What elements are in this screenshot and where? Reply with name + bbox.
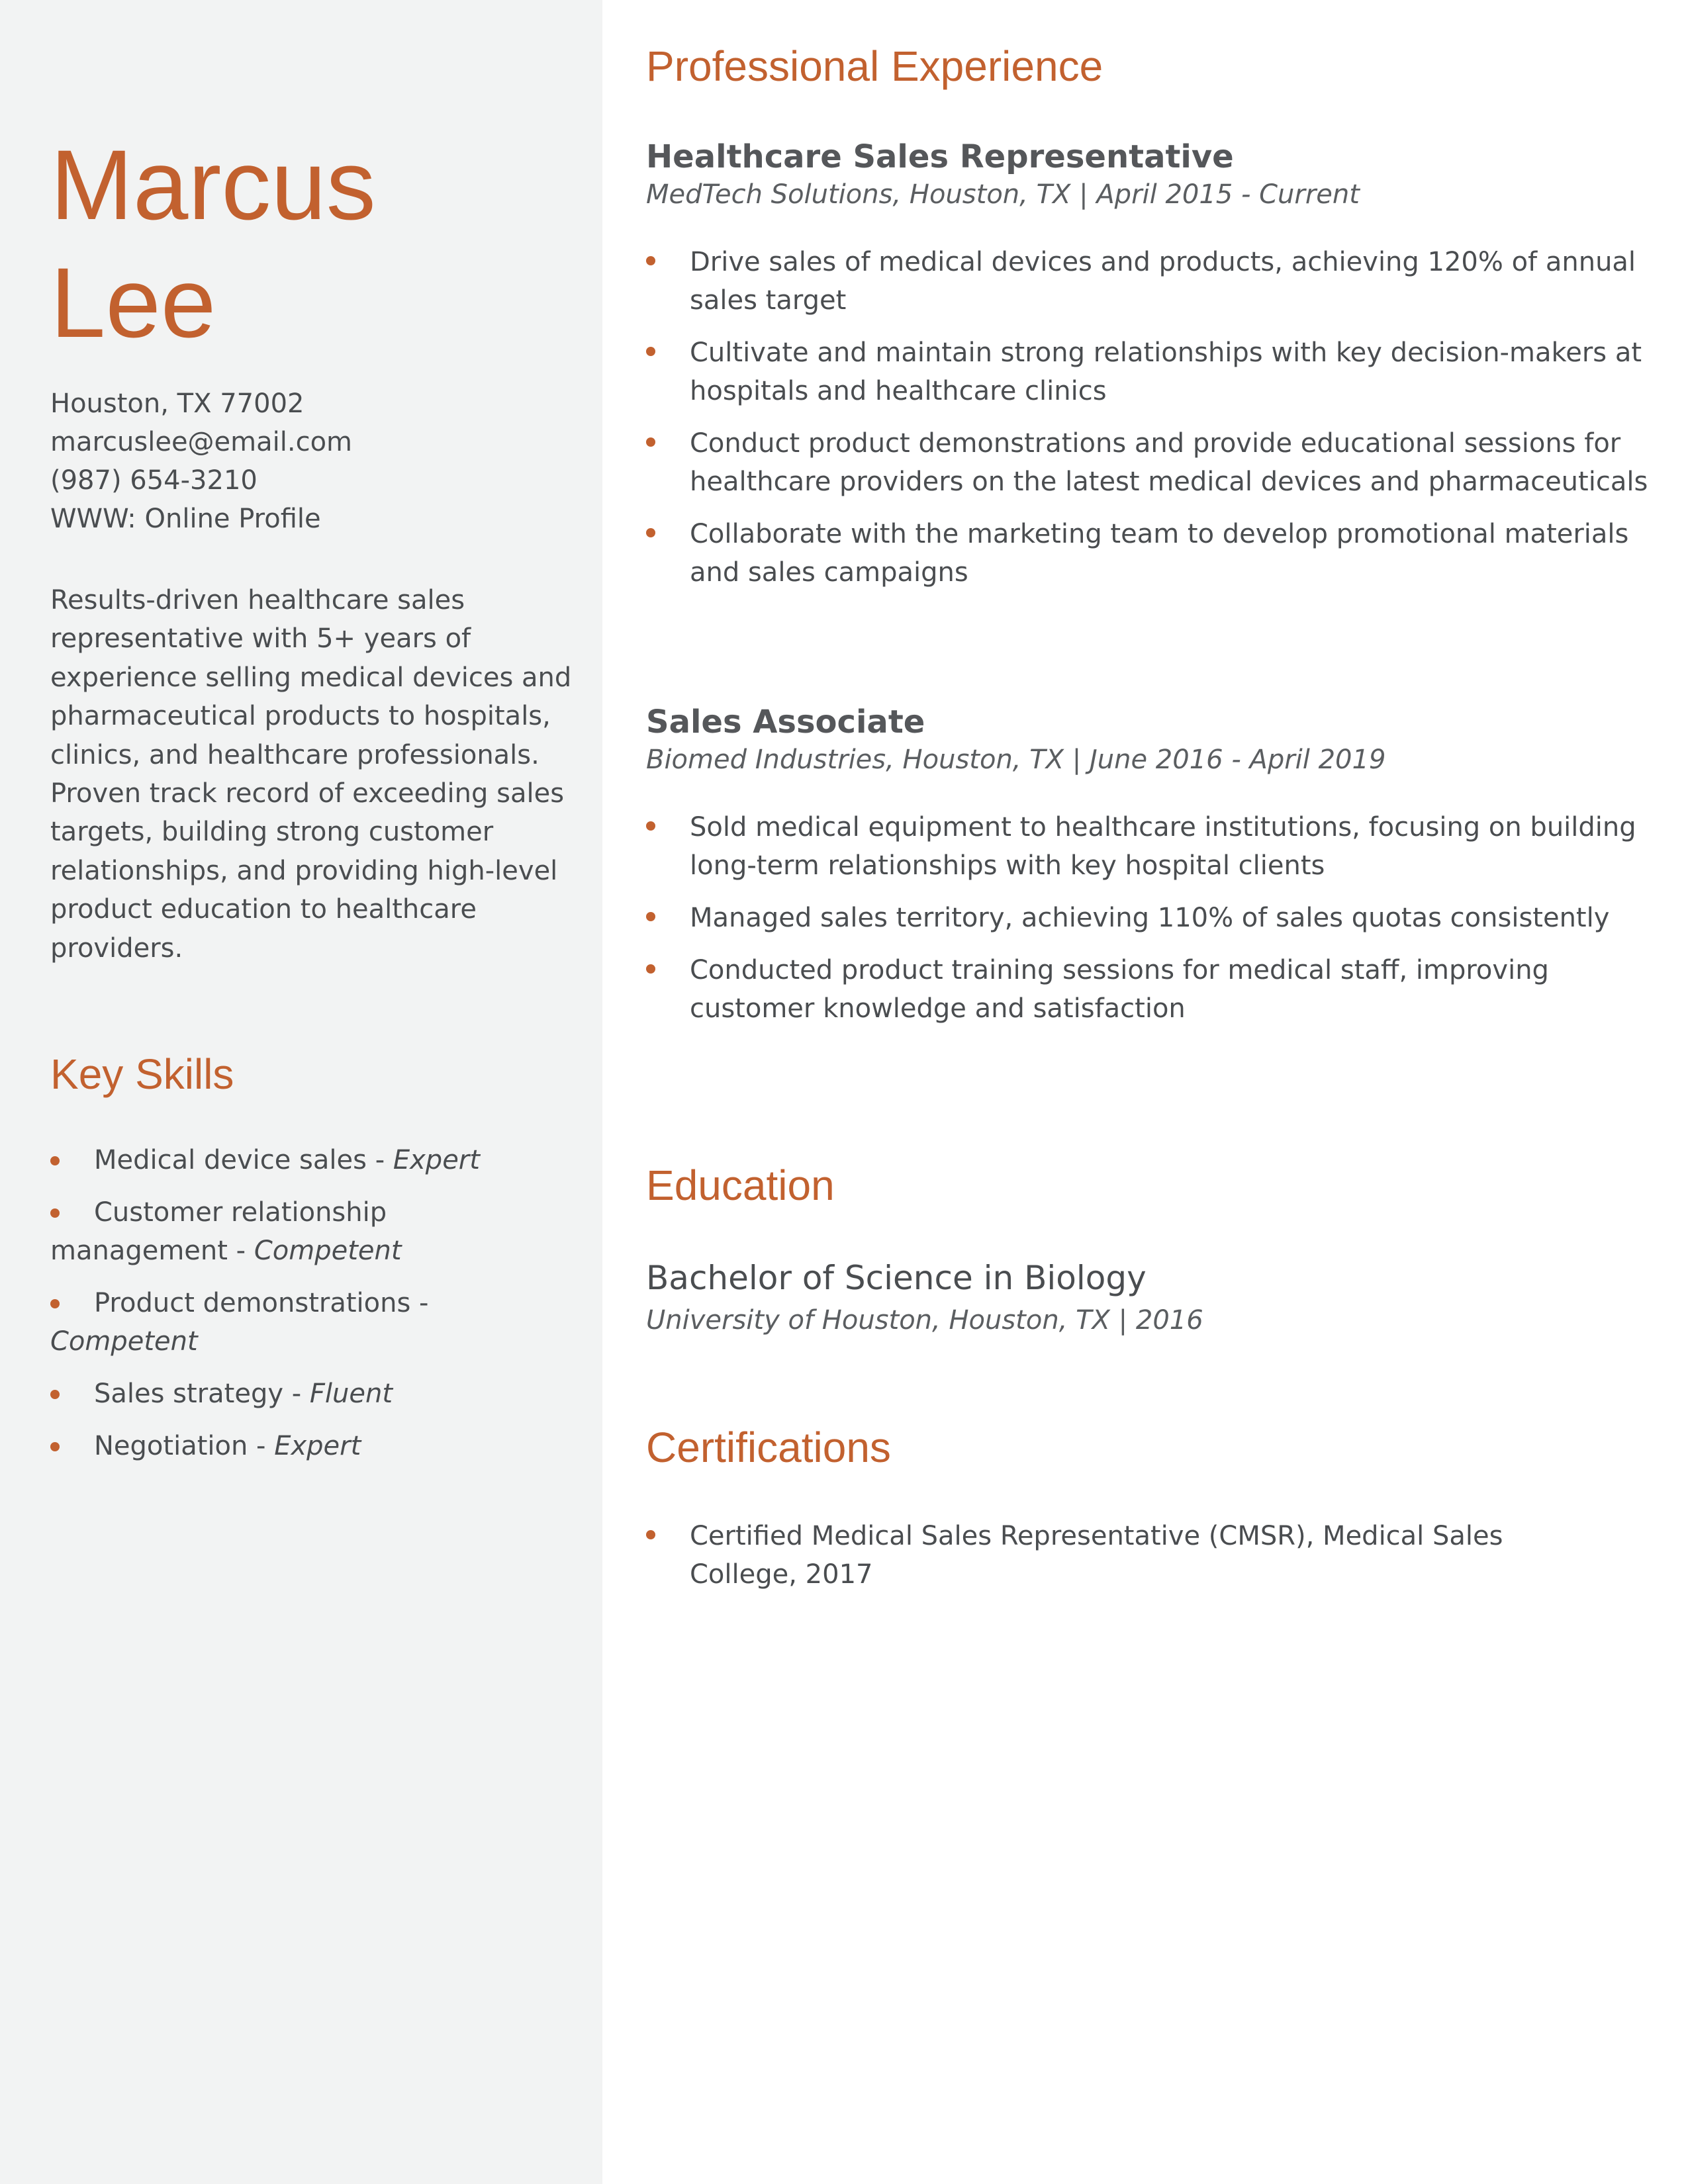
skill-item: Medical device sales - Expert xyxy=(50,1141,567,1179)
first-name: Marcus xyxy=(50,129,376,240)
skill-item: Product demonstrations - Competent xyxy=(50,1284,567,1361)
job-meta: Biomed Industries, Houston, TX | June 2016 - April 2019 xyxy=(646,745,1386,775)
sidebar xyxy=(0,0,602,2184)
education-heading: Education xyxy=(646,1161,835,1209)
degree: Bachelor of Science in Biology xyxy=(646,1259,1147,1297)
education-meta: University of Houston, Houston, TX | 2016 xyxy=(646,1305,1203,1336)
job-title: Healthcare Sales Representative xyxy=(646,138,1234,175)
skills-list xyxy=(50,1141,567,1479)
key-skills-heading: Key Skills xyxy=(50,1050,234,1098)
skill-item: Sales strategy - Fluent xyxy=(50,1375,567,1413)
email: marcuslee@email.com xyxy=(50,427,353,457)
contact-info xyxy=(50,385,352,538)
bullet-item: Managed sales territory, achieving 110% of sales quotas consistently xyxy=(646,899,1659,937)
bullet-item: Collaborate with the marketing team to develop promotional materials and sales campaigns xyxy=(646,515,1659,592)
bullet-item: Drive sales of medical devices and products, achieving 120% of annual sales target xyxy=(646,243,1659,320)
job-meta: MedTech Solutions, Houston, TX | April 2015 - Current xyxy=(646,179,1360,210)
skill-level: Competent xyxy=(50,1326,198,1357)
last-name: Lee xyxy=(50,247,216,358)
job-entry xyxy=(646,137,1659,606)
job-entry xyxy=(646,702,1659,1042)
main-content xyxy=(602,0,1688,2184)
job-bullets xyxy=(646,243,1659,592)
phone: (987) 654-3210 xyxy=(50,465,258,496)
location: Houston, TX 77002 xyxy=(50,388,305,419)
certifications-list xyxy=(646,1517,1613,1608)
certification-item: Certified Medical Sales Representative (CMSR), Medical Sales College, 2017 xyxy=(646,1517,1613,1594)
summary: Results-driven healthcare sales representative with 5+ years of experience selling medical devices and pharmaceutical products to hospitals, clinics, and healthcare professionals. Proven track record of exceeding sales targets, building strong customer relationships, and providing high-level product education to healthcare providers. xyxy=(50,585,572,964)
website-link[interactable]: WWW: Online Profile xyxy=(50,504,321,534)
skill-level: Expert xyxy=(274,1431,361,1461)
experience-heading: Professional Experience xyxy=(646,42,1103,90)
skill-item: Negotiation - Expert xyxy=(50,1427,567,1465)
bullet-item: Conduct product demonstrations and provide educational sessions for healthcare providers on the latest medical devices and pharmaceuticals xyxy=(646,424,1659,501)
candidate-name xyxy=(50,126,376,361)
certifications-heading: Certifications xyxy=(646,1424,891,1471)
bullet-item: Conducted product training sessions for medical staff, improving customer knowledge and satisfaction xyxy=(646,951,1659,1028)
skill-level: Expert xyxy=(393,1145,480,1175)
skill-level: Fluent xyxy=(309,1379,393,1409)
job-title: Sales Associate xyxy=(646,704,925,741)
skill-level: Competent xyxy=(254,1236,402,1266)
bullet-item: Sold medical equipment to healthcare institutions, focusing on building long-term relationships with key hospital clients xyxy=(646,808,1659,885)
bullet-item: Cultivate and maintain strong relationships with key decision-makers at hospitals and healthcare clinics xyxy=(646,334,1659,410)
skill-item: Customer relationship management - Competent xyxy=(50,1193,567,1270)
job-bullets xyxy=(646,808,1659,1028)
